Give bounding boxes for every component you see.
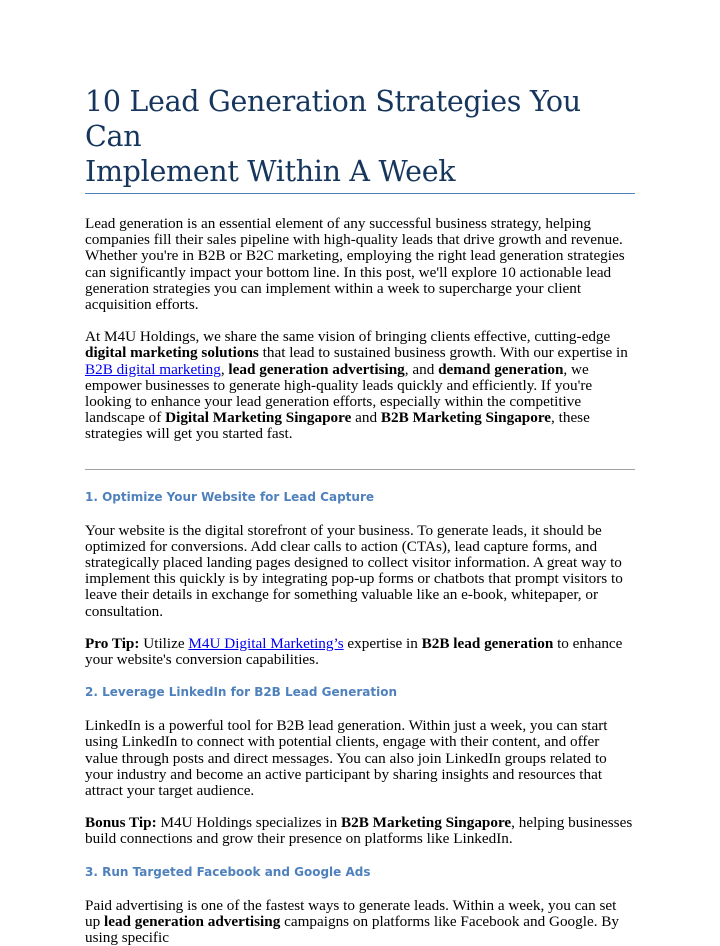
tip2-bold: B2B Marketing Singapore <box>340 814 512 832</box>
tip2-text-1: M4U Holdings specializes in <box>156 814 341 832</box>
intro2-bold-4: Digital Marketing Singapore <box>165 409 352 427</box>
sec3-text-2: campaigns on platforms like Facebook and Google. By using specific <box>85 912 620 946</box>
intro2-text-2: that lead to sustained business growth. With our expertise in <box>258 344 628 362</box>
section-2-tip <box>85 815 635 847</box>
sec3-text-1: Paid advertising is one of the fastest ways to generate leads. Within a week, you can set up <box>85 896 617 930</box>
sec3-bold: lead generation advertising <box>103 912 281 930</box>
intro2-bold-3: demand generation <box>438 360 564 378</box>
page-title <box>85 84 635 194</box>
intro2-text-6: and <box>351 409 381 427</box>
tip1-text-1: Utilize <box>139 634 189 652</box>
intro2-text-7: , these strategies will get you started fast. <box>85 409 590 443</box>
section-3-body <box>85 898 635 946</box>
tip1-text-3: to enhance your website's conversion capabilities. <box>85 634 623 669</box>
section-3-heading: 3. Run Targeted Facebook and Google Ads <box>85 864 371 879</box>
tip2-text-2: , helping businesses build connections and grow their presence on platforms like LinkedIn. <box>85 814 633 848</box>
intro2-text-3: , <box>220 360 229 378</box>
intro2-bold-2: lead generation advertising <box>228 360 405 378</box>
tip1-text-2: expertise in <box>343 634 422 652</box>
pro-tip-label: Pro Tip: <box>85 634 140 652</box>
intro2-bold-1: digital marketing solutions <box>85 344 259 362</box>
intro2-text-4: , and <box>404 360 439 378</box>
intro2-text-1: At M4U Holdings, we share the same vision of bringing clients effective, cutting-edge <box>85 328 611 346</box>
section-1-tip <box>85 636 635 668</box>
bonus-tip-label: Bonus Tip: <box>85 814 157 832</box>
b2b-digital-marketing-link[interactable]: B2B digital marketing <box>85 360 221 378</box>
intro2-text-5: , we empower businesses to generate high-quality leads quickly and efficiently. If you're looking to enhance your lead generation efforts, especially within the competitive landscape of <box>85 360 593 427</box>
m4u-digital-marketing-link[interactable]: M4U Digital Marketing’s <box>188 634 344 652</box>
tip1-bold: B2B lead generation <box>421 634 554 652</box>
intro-paragraph-2 <box>85 329 635 442</box>
section-2-body: LinkedIn is a powerful tool for B2B lead generation. Within just a week, you can start using LinkedIn to connect with potential clients, engage with their content, and offer value through posts and direct messages. You can also join LinkedIn groups related to your industry and become an active participant by sharing insights and resources that attract your target audience. <box>85 717 608 800</box>
section-1-body: Your website is the digital storefront of your business. To generate leads, it should be optimized for conversions. Add clear calls to action (CTAs), lead capture forms, and strategically placed landing pages designed to collect visitor information. A great way to implement this quickly is by integrating pop-up forms or chatbots that prompt visitors to leave their details in exchange for something valuable like an e-book, whitepaper, or consultation. <box>85 521 623 620</box>
intro2-bold-5: B2B Marketing Singapore <box>380 409 552 427</box>
section-2-heading: 2. Leverage LinkedIn for B2B Lead Generation <box>85 685 397 700</box>
section-1-heading: 1. Optimize Your Website for Lead Capture <box>85 489 375 504</box>
document-page <box>85 84 635 946</box>
intro-paragraph-1: Lead generation is an essential element of any successful business strategy, helping companies fill their sales pipeline with high-quality leads that drive growth and revenue. Whether you're in B2B or B2C marketing, employing the right lead generation strategies can significantly impact your bottom line. In this post, we'll explore 10 actionable lead generation strategies you can implement within a week to supercharge your client acquisition efforts. <box>85 215 625 314</box>
title-line-2: Implement Within A Week <box>85 155 456 188</box>
section-divider <box>85 469 635 470</box>
title-line-1: 10 Lead Generation Strategies You Can <box>85 85 581 153</box>
